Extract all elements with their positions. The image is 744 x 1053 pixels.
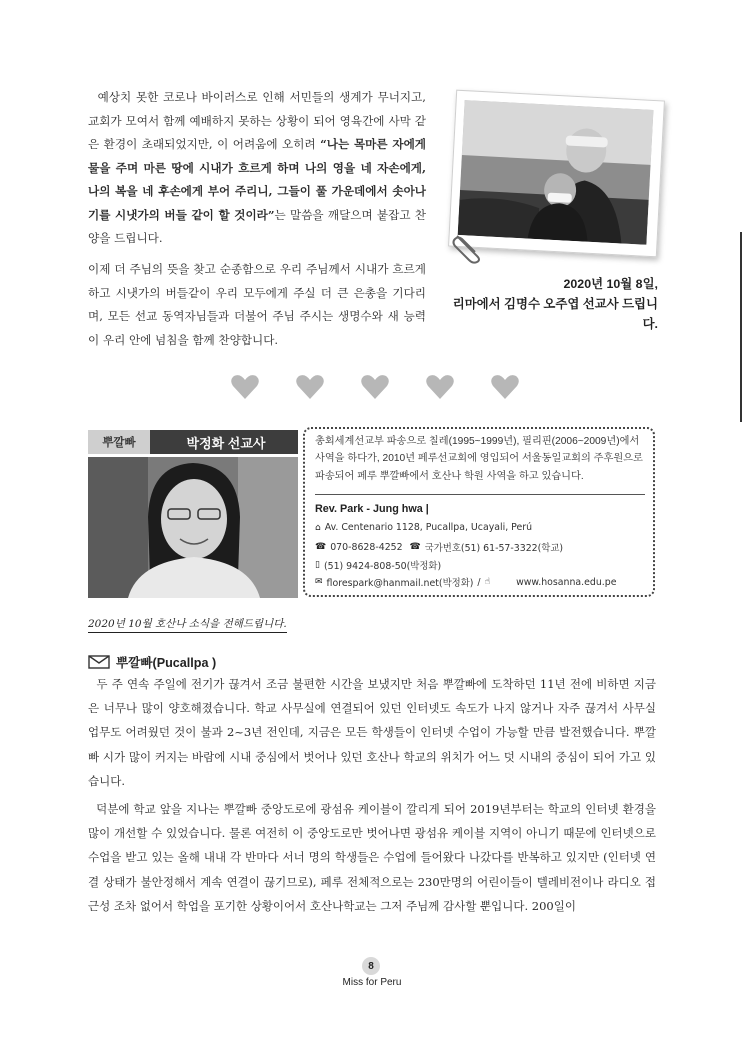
phone-icon: ☎ xyxy=(315,542,327,552)
contact-separator: / xyxy=(477,576,481,588)
body-paragraph-1-text: 두 주 연속 주일에 전기가 끊겨서 조금 불편한 시간을 보냈지만 처음 뿌깔빠에 도착하던 11년 전에 비하면 지금은 너무나 많이 양호해졌습니다. 학교 사무실에 연결되어 있던 인터넷도 속도가 나지 않거나 자주 끊겨서 사무실 업무도 어려웠던 것이 불과 2~3년 전인데, 지금은 모든 학생들이 인터넷 수업이 가능할 만큼 발전했습니다. 뿌깔빠 시가 많이 커지는 바람에 시내 중심에서 벗어나 있던 호산나 학교의 위치가 어느 덧 시내의 중심이 되어 가고 있습니다. xyxy=(88,677,657,788)
contact-address xyxy=(315,522,532,533)
info-divider xyxy=(315,494,645,495)
mobile-phone-icon: ▯ xyxy=(315,560,320,570)
heart-icon xyxy=(490,374,520,400)
hearts-divider xyxy=(230,374,520,404)
missionary-portrait-photo xyxy=(88,457,298,598)
photo-caption-date: 2020년 10월 8일, xyxy=(563,277,658,291)
intro-scripture-quote: “나는 목마른 자에게 물을 주며 마른 땅에 시내가 흐르게 하며 나의 영을 네 자손에게, 나의 복을 네 후손에게 부어 주리니, 그들이 풀 가운데에서 솟아나기를 시냇가의 버들 같이 할 것이라” xyxy=(88,137,426,222)
missionary-couple-photo xyxy=(458,100,654,245)
contact-mobile xyxy=(315,558,441,572)
mouse-pointer-icon: ☝ xyxy=(484,577,491,587)
heart-icon xyxy=(230,374,260,400)
mobile-text: (51) 9424-808-50(박정화) xyxy=(323,561,442,572)
intro-text-a: 예상치 못한 코로나 바이러스로 인해 서민들의 생계가 무너지고, 교회가 모여서 함께 예배하지 못하는 상황이 되어 영육간에 사막 같은 환경이 초래되었지만, 이 어려움에 오히려 xyxy=(88,90,426,151)
photo-caption xyxy=(440,274,658,334)
heart-icon xyxy=(360,374,390,400)
email-icon: ✉ xyxy=(315,577,323,587)
intro-paragraph-2: 이제 더 주님의 뜻을 찾고 순종함으로 우리 주님께서 시내가 흐르게 하고 시냇가의 버들같이 우리 모두에게 주실 더 큰 은총을 기다리며, 모든 선교 동역자님들과 더불어 주님 주시는 생명수와 새 능력이 우리 안에 넘침을 함께 찬양합니다. xyxy=(88,262,426,347)
heart-icon xyxy=(425,374,455,400)
envelope-icon xyxy=(88,655,110,669)
photo-caption-signature: 리마에서 김명수 오주엽 선교사 드립니다. xyxy=(452,297,658,331)
location-tag: 뿌깔빠 xyxy=(88,430,150,454)
phone-text: 070-8628-4252 xyxy=(330,541,403,553)
contact-phone xyxy=(315,540,563,554)
body-paragraph-2 xyxy=(88,797,656,918)
paper-clip-icon xyxy=(449,226,489,266)
footer-title: Miss for Peru xyxy=(342,977,402,988)
section-title: 뿌깔빠(Pucallpa ) xyxy=(116,656,217,670)
intro-text-c: 는 말씀을 깨달으며 붙잡고 찬양을 드립니다. xyxy=(88,207,426,245)
contact-name: Rev. Park - Jung hwa | xyxy=(315,503,429,515)
website-link[interactable]: www.hosanna.edu.pe xyxy=(516,576,617,588)
contact-email-web xyxy=(315,575,616,589)
missionary-name-tag: 박정화 선교사 xyxy=(186,435,266,451)
section-header xyxy=(88,652,216,671)
missionary-bio: 총회세계선교부 파송으로 칠레(1995~1999년), 필리핀(2006~2009년)에서 사역을 하다가, 2010년 페루선교회에 영입되어 서울동일교회의 주후원으로 파송되어 페루 뿌깔빠에서 호산나 학원 사역을 하고 있습니다. xyxy=(315,436,643,482)
body-paragraph-1 xyxy=(88,672,656,793)
page-number: 8 xyxy=(362,957,380,975)
body-paragraph-2-text: 덕분에 학교 앞을 지나는 뿌깔빠 중앙도로에 광섬유 케이블이 깔리게 되어 2019년부터는 학교의 인터넷 환경을 많이 개선할 수 있었습니다. 물론 여전히 이 중앙도로만 벗어나면 광섬유 케이블 지역이 아니기 때문에 인터넷으로 수업을 받고 있는 올해 내내 각 반마다 서너 명의 학생들은 수업에 들어왔다 나갔다를 반복하고 있지만 (인터넷 연결 상태가 불안정해서 계속 연결이 끊기므로), 페루 전체적으로는 230만명의 어린이들이 텔레비전이나 라디오 접근성 조차 없어서 학업을 포기한 상황이어서 호산나학교는 그저 주님께 감사할 뿐입니다. 200일이 xyxy=(88,802,656,913)
phone-icon: ☎ xyxy=(406,542,421,552)
address-text: Av. Centenario 1128, Pucallpa, Ucayali, Perú xyxy=(324,522,533,533)
home-icon: ⌂ xyxy=(315,522,321,533)
heart-icon xyxy=(295,374,325,400)
intl-phone-text: 국가번호(51) 61-57-3322(학교) xyxy=(424,543,564,554)
intro-paragraph-1 xyxy=(88,86,426,251)
page-edge-marker xyxy=(740,232,742,422)
email-link[interactable]: florespark@hanmail.net(박정화) xyxy=(326,578,474,589)
handwritten-caption: 2020년 10월 호산나 소식을 전해드립니다. xyxy=(88,616,287,633)
